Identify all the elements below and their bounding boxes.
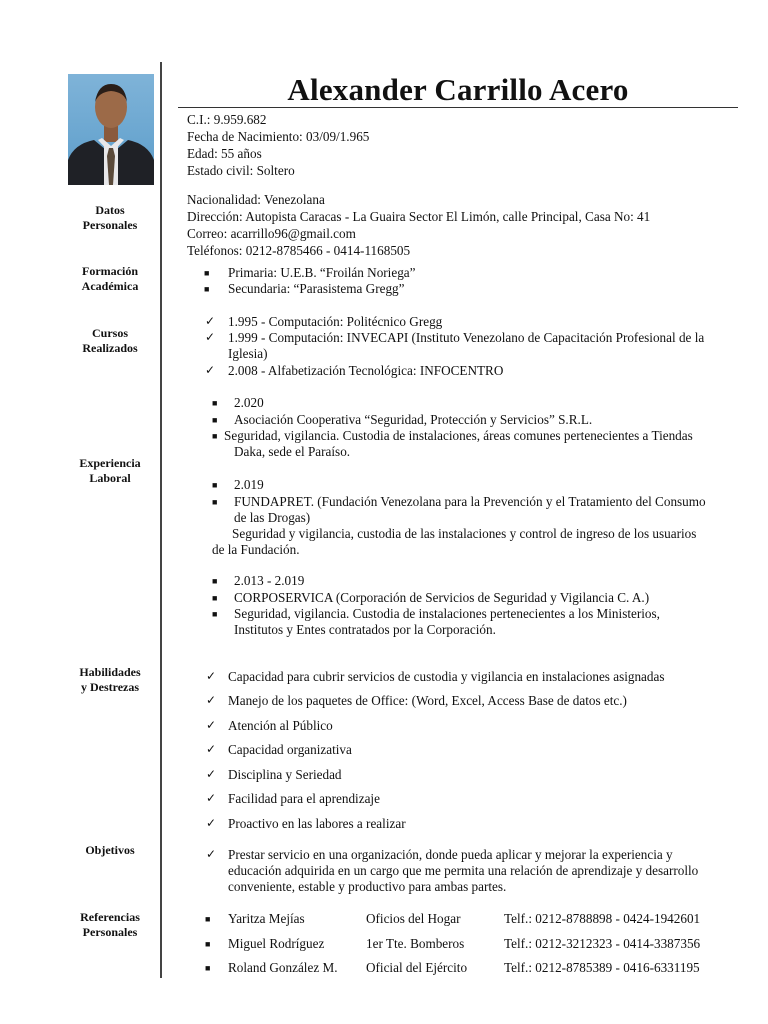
- reference-name: Miguel Rodríguez: [228, 936, 325, 951]
- course-item: 2.008 - Alfabetización Tecnológica: INFOCENTRO: [228, 363, 504, 378]
- address-text: Dirección: Autopista Caracas - La Guaira Sector El Limón, calle Principal, Casa No: 41: [187, 209, 651, 224]
- reference-role: 1er Tte. Bomberos: [366, 936, 465, 951]
- ci-text: C.I.: 9.959.682: [187, 112, 267, 127]
- reference-role: Oficial del Ejército: [366, 960, 468, 975]
- title-underline: [178, 107, 738, 108]
- skill-item: Proactivo en las labores a realizar: [228, 816, 406, 831]
- bullet-icon: ■: [212, 480, 218, 490]
- bullet-icon: ■: [212, 609, 218, 619]
- reference-role: Oficios del Hogar: [366, 911, 461, 926]
- objective-text-continued: educación adquirida en un cargo que me permita una relación de aprendizaje y desarrollo: [228, 863, 699, 878]
- label-education: Formación Académica: [81, 264, 139, 293]
- education-item: Primaria: U.E.B. “Froilán Noriega”: [228, 265, 416, 280]
- bullet-icon: ■: [205, 939, 211, 949]
- bullet-icon: ■: [204, 284, 210, 294]
- check-icon: ✓: [206, 791, 217, 805]
- bullet-icon: ■: [205, 963, 211, 973]
- email-text: Correo: acarrillo96@gmail.com: [187, 226, 356, 241]
- check-icon: ✓: [205, 363, 216, 377]
- label-objectives: Objetivos: [85, 843, 135, 857]
- skill-item: Capacidad para cubrir servicios de custodia y vigilancia en instalaciones asignadas: [228, 669, 665, 684]
- job-year: 2.020: [234, 395, 264, 410]
- job-company: CORPOSERVICA (Corporación de Servicios de Seguridad y Vigilancia C. A.): [234, 590, 650, 605]
- reference-phone: Telf.: 0212-8785389 - 0416-6331195: [504, 960, 700, 975]
- civil-status-text: Estado civil: Soltero: [187, 163, 295, 178]
- phones-text: Teléfonos: 0212-8785466 - 0414-1168505: [187, 243, 411, 258]
- check-icon: ✓: [206, 847, 217, 861]
- reference-phone: Telf.: 0212-3212323 - 0414-3387356: [504, 936, 701, 951]
- job-year: 2.019: [234, 477, 264, 492]
- check-icon: ✓: [206, 742, 217, 756]
- nationality-text: Nacionalidad: Venezolana: [187, 192, 325, 207]
- course-item: 1.999 - Computación: INVECAPI (Instituto Venezolano de Capacitación Profesional de la: [228, 330, 705, 345]
- bullet-icon: ■: [212, 576, 218, 586]
- check-icon: ✓: [206, 767, 217, 781]
- education-item: Secundaria: “Parasistema Gregg”: [228, 281, 405, 296]
- job-description: Seguridad, vigilancia. Custodia de instalaciones pertenecientes a los Ministerios,: [234, 606, 660, 621]
- job-year: 2.013 - 2.019: [234, 573, 305, 588]
- bullet-icon: ■: [205, 914, 211, 924]
- bullet-icon: ■: [212, 398, 218, 408]
- bullet-icon: ■: [212, 593, 218, 603]
- reference-phone: Telf.: 0212-8788898 - 0424-1942601: [504, 911, 701, 926]
- label-experience: Experiencia Laboral: [79, 456, 141, 485]
- job-company: Asociación Cooperativa “Seguridad, Protección y Servicios” S.R.L.: [234, 412, 593, 427]
- job-description-continued: de la Fundación.: [212, 542, 300, 557]
- job-description: Seguridad, vigilancia. Custodia de instalaciones, áreas comunes pertenecientes a Tiendas: [224, 428, 693, 443]
- profile-photo: [68, 74, 154, 185]
- reference-name: Yaritza Mejías: [228, 911, 305, 926]
- skill-item: Capacidad organizativa: [228, 742, 352, 757]
- skill-item: Disciplina y Seriedad: [228, 767, 342, 782]
- job-company-continued: de las Drogas): [234, 510, 311, 525]
- course-item-continued: Iglesia): [228, 346, 268, 361]
- skill-item: Atención al Público: [228, 718, 333, 733]
- label-personal-data: Datos Personales: [82, 203, 138, 232]
- bullet-icon: ■: [212, 431, 218, 441]
- bullet-icon: ■: [204, 268, 210, 278]
- bullet-icon: ■: [212, 497, 218, 507]
- job-description-continued: Institutos y Entes contratados por la Corporación.: [234, 622, 496, 637]
- skill-item: Manejo de los paquetes de Office: (Word, Excel, Access Base de datos etc.): [228, 693, 627, 708]
- age-text: Edad: 55 años: [187, 146, 262, 161]
- reference-name: Roland González M.: [228, 960, 338, 975]
- skill-item: Facilidad para el aprendizaje: [228, 791, 380, 806]
- bullet-icon: ■: [212, 415, 218, 425]
- check-icon: ✓: [206, 718, 217, 732]
- check-icon: ✓: [206, 669, 217, 683]
- page-title: Alexander Carrillo Acero: [287, 72, 629, 107]
- course-item: 1.995 - Computación: Politécnico Gregg: [228, 314, 443, 329]
- objective-text: Prestar servicio en una organización, donde pueda aplicar y mejorar la experiencia y: [228, 847, 673, 862]
- label-courses: Cursos Realizados: [82, 326, 138, 355]
- check-icon: ✓: [206, 693, 217, 707]
- label-references: Referencias Personales: [80, 910, 140, 939]
- job-company: FUNDAPRET. (Fundación Venezolana para la Prevención y el Tratamiento del Consumo: [234, 494, 706, 509]
- job-description-continued: Daka, sede el Paraíso.: [234, 444, 351, 459]
- check-icon: ✓: [205, 314, 216, 328]
- job-description: Seguridad y vigilancia, custodia de las instalaciones y control de ingreso de los usuarios: [232, 526, 697, 541]
- birth-date-text: Fecha de Nacimiento: 03/09/1.965: [187, 129, 370, 144]
- label-skills: Habilidades y Destrezas: [79, 665, 141, 694]
- check-icon: ✓: [206, 816, 217, 830]
- check-icon: ✓: [205, 330, 216, 344]
- objective-text-continued: conveniente, estable y productivo para ambas partes.: [228, 879, 507, 894]
- column-divider: [160, 62, 162, 978]
